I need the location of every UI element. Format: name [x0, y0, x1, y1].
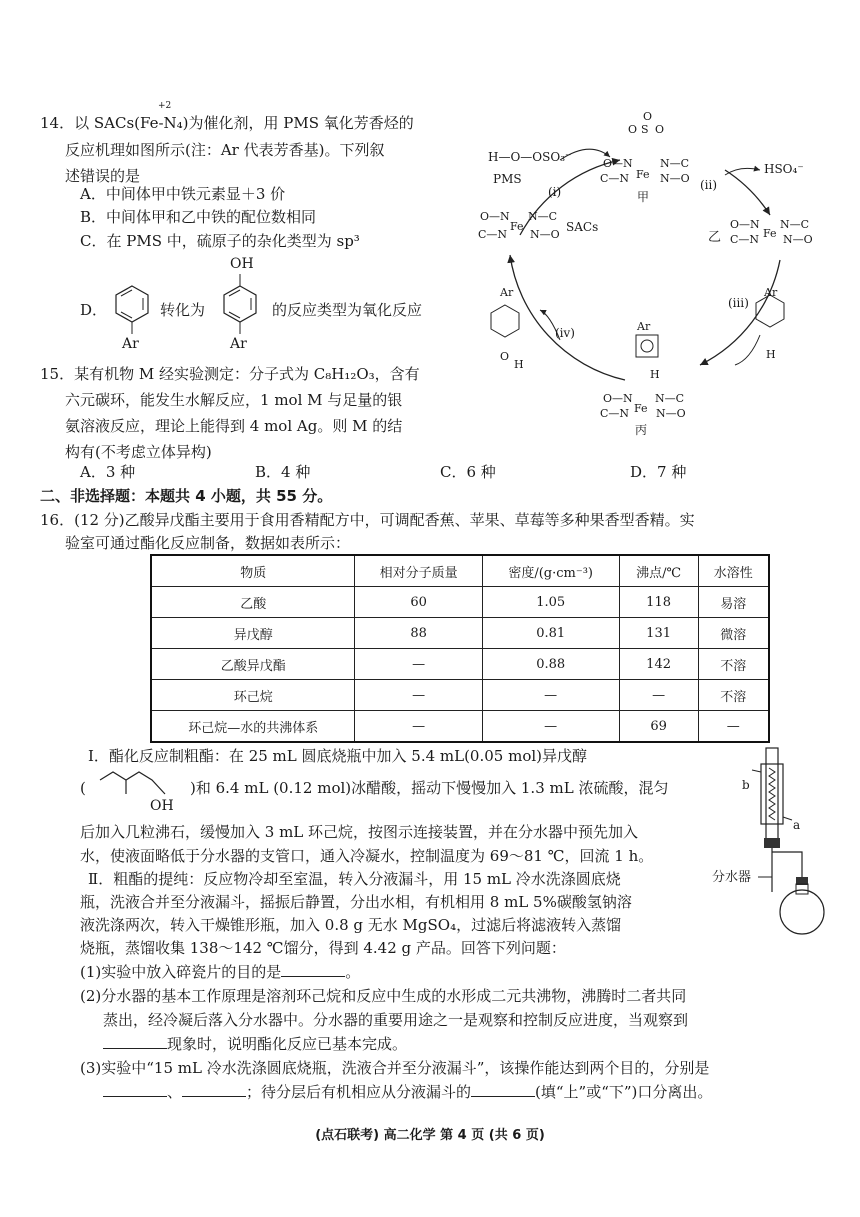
- product-ar: Ar: [500, 286, 514, 299]
- sacs-cn: C—N: [478, 228, 508, 241]
- table-cell: 69: [619, 711, 698, 743]
- sub-question-2-line2: 蒸出，经冷凝后落入分水器中。分水器的重要用途之一是观察和控制反应进度，当观察到: [103, 1011, 689, 1029]
- step-i-label: (ⅰ): [548, 185, 562, 199]
- q15-stem-line1: 15．某有机物 M 经实验测定：分子式为 C₈H₁₂O₃，含有: [40, 365, 420, 383]
- sulfate-o-right: O: [655, 123, 665, 136]
- q16-intro-line1: 16．(12 分)乙酸异戊酯主要用于食用香精配方中，可调配香蕉、苹果、草莓等多种果香型香精。实: [40, 511, 695, 529]
- answer-blank-3b[interactable]: [182, 1096, 246, 1097]
- jia-nc: N—C: [660, 157, 690, 170]
- procedure-1-line3: 后加入几粒沸石，缓慢加入 3 mL 环己烷，按图示连接装置，并在分水器中预先加入: [80, 823, 639, 841]
- arene-in-arrow: [735, 335, 760, 365]
- procedure-1-line2: )和 6.4 mL (0.12 mol)冰醋酸，摇动下慢慢加入 1.3 mL 浓硫酸，混匀: [190, 779, 669, 797]
- arene-structure: [112, 282, 152, 338]
- yi-cn: C—N: [730, 233, 760, 246]
- table-header-row: [151, 555, 769, 587]
- table-cell: 不溶: [698, 680, 769, 711]
- sacs-no: N—O: [530, 228, 560, 241]
- table-cell: 88: [355, 618, 482, 649]
- sub-question-3-line1: (3)实验中“15 mL 冷水洗涤圆底烧瓶，洗液合并至分液漏斗”，该操作能达到两个目的，分别是: [80, 1059, 710, 1077]
- arene-in-h: H: [766, 348, 776, 361]
- procedure-2-line2: 瓶，洗液合并至分液漏斗，摇振后静置，分出水相，有机相用 8 mL 5%碳酸氢钠溶: [80, 893, 632, 911]
- property-table: [150, 554, 770, 743]
- bing-fe: Fe: [634, 402, 648, 415]
- arene-in-ar: Ar: [764, 286, 778, 299]
- q14-option-d-mid: 转化为: [160, 301, 206, 319]
- sulfate-o-left: O: [628, 123, 638, 136]
- table-cell: 131: [619, 618, 698, 649]
- sacs-fe: Fe: [510, 220, 524, 233]
- procedure-1-line1: Ⅰ．酯化反应制粗酯：在 25 mL 圆底烧瓶中加入 5.4 mL(0.05 mol)异戊醇: [88, 747, 588, 765]
- fe-charge: +2: [158, 101, 172, 111]
- table-row: [151, 587, 769, 618]
- q15-option-d: D．7 种: [630, 463, 687, 481]
- q14-stem-line3: 述错误的是: [65, 167, 141, 185]
- table-row: [151, 680, 769, 711]
- procedure-2-line1: Ⅱ．粗酯的提纯：反应物冷却至室温，转入分液漏斗，用 15 mL 冷水洗涤圆底烧: [88, 870, 621, 888]
- product-h: H: [514, 358, 524, 371]
- page-footer: (点石联考) 高二化学 第 4 页 (共 6 页): [315, 1128, 545, 1143]
- jia-on: O—N: [603, 157, 633, 170]
- table-cell: —: [355, 680, 482, 711]
- q14-option-d-label: D．: [80, 301, 108, 319]
- isoamyl-oh-label: OH: [150, 798, 174, 814]
- yi-fe: Fe: [763, 227, 777, 240]
- intermediate-jia-label: 甲: [637, 190, 650, 204]
- bing-on: O—N: [603, 392, 633, 405]
- apparatus-separator-label: 分水器: [712, 870, 752, 885]
- sub-question-2-line1: (2)分水器的基本工作原理是溶剂环己烷和反应中生成的水形成二元共沸物，沸腾时二者共同: [80, 987, 687, 1005]
- q15-stem-line4: 构有(不考虑立体异构): [65, 443, 212, 461]
- sub-question-3-line2: [103, 1082, 712, 1102]
- sub-question-1: [80, 962, 360, 982]
- mechanism-diagram: [470, 95, 830, 455]
- table-cell: 异戊醇: [151, 618, 355, 649]
- table-cell: 60: [355, 587, 482, 618]
- yi-nc: N—C: [780, 218, 810, 231]
- sub-question-3-sep: 、: [167, 1083, 183, 1101]
- table-row: [151, 649, 769, 680]
- table-cell: 易溶: [698, 587, 769, 618]
- q14-option-a: A．中间体甲中铁元素显＋3 价: [80, 185, 286, 203]
- table-header: 相对分子质量: [355, 555, 482, 587]
- sub-question-1-end: 。: [345, 963, 361, 981]
- sub-question-1-text: (1)实验中放入碎瓷片的目的是: [80, 963, 282, 981]
- table-cell: 118: [619, 587, 698, 618]
- bing-h: H: [650, 368, 660, 381]
- table-cell: —: [619, 680, 698, 711]
- table-row: [151, 618, 769, 649]
- bing-cn: C—N: [600, 407, 630, 420]
- jia-cn: C—N: [600, 172, 630, 185]
- q15-option-b: B．4 种: [255, 463, 311, 481]
- step-iii-label: (ⅲ): [728, 296, 749, 310]
- procedure-1-paren-open: (: [80, 779, 86, 797]
- pms-label: PMS: [493, 172, 522, 186]
- sacs-on: O—N: [480, 210, 510, 223]
- apparatus-b-label: b: [742, 778, 750, 792]
- step-iv-label: (ⅳ): [555, 326, 575, 340]
- table-header: 密度/(g·cm⁻³): [482, 555, 619, 587]
- q14-stem-line1: 14．以 SACs(Fe-N₄)为催化剂，用 PMS 氧化芳香烃的: [40, 114, 414, 132]
- procedure-2-line3: 液洗涤两次，转入干燥锥形瓶，加入 0.8 g 无水 MgSO₄，过滤后将滤液转入蒸馏: [80, 916, 622, 934]
- q15-option-c: C．6 种: [440, 463, 496, 481]
- q16-intro-line2: 验室可通过酯化反应制备，数据如表所示：: [65, 534, 351, 552]
- table-cell: 142: [619, 649, 698, 680]
- table-header: 沸点/℃: [619, 555, 698, 587]
- table-cell: 0.88: [482, 649, 619, 680]
- answer-blank-3c[interactable]: [471, 1096, 535, 1097]
- apparatus-a-label: a: [793, 818, 801, 832]
- hso4-label: HSO₄⁻: [764, 162, 804, 176]
- sulfate-s-label: S: [641, 123, 649, 136]
- table-cell: —: [482, 680, 619, 711]
- jia-no: N—O: [660, 172, 690, 185]
- sub-question-3-end: (填“上”或“下”)口分离出。: [535, 1083, 713, 1101]
- intermediate-yi-label: 乙: [708, 230, 722, 245]
- sub-question-2-line3: [103, 1034, 407, 1054]
- table-cell: 不溶: [698, 649, 769, 680]
- procedure-2-line4: 烧瓶，蒸馏收集 138～142 ℃馏分，得到 4.42 g 产品。回答下列问题：: [80, 939, 566, 957]
- table-cell: 环己烷: [151, 680, 355, 711]
- q14-option-c: C．在 PMS 中，硫原子的杂化类型为 sp³: [80, 232, 360, 250]
- table-row: [151, 711, 769, 743]
- bing-ar: Ar: [637, 320, 651, 333]
- table-cell: —: [355, 711, 482, 743]
- reflux-apparatus: [736, 742, 830, 938]
- jia-fe: Fe: [636, 168, 650, 181]
- table-header: 物质: [151, 555, 355, 587]
- sub-question-3-mid: ；待分层后有机相应从分液漏斗的: [246, 1083, 472, 1101]
- table-cell: —: [355, 649, 482, 680]
- bing-no: N—O: [656, 407, 686, 420]
- bing-nc: N—C: [655, 392, 685, 405]
- q14-option-d-post: 的反应类型为氧化反应: [272, 301, 423, 319]
- pms-formula: H—O—OSO₃⁻: [488, 150, 572, 164]
- yi-no: N—O: [783, 233, 813, 246]
- table-cell: 环己烷—水的共沸体系: [151, 711, 355, 743]
- step-ii-label: (ⅱ): [700, 178, 718, 192]
- product-o: O: [500, 350, 510, 363]
- table-cell: —: [482, 711, 619, 743]
- table-cell: 1.05: [482, 587, 619, 618]
- q15-stem-line2: 六元碳环，能发生水解反应，1 mol M 与足量的银: [65, 391, 403, 409]
- table-cell: 微溶: [698, 618, 769, 649]
- sacs-nc: N—C: [528, 210, 558, 223]
- table-cell: 乙酸异戊酯: [151, 649, 355, 680]
- cycle-arrow-iv: [510, 255, 625, 380]
- q15-option-a: A．3 种: [80, 463, 136, 481]
- intermediate-bing-label: 丙: [635, 423, 648, 437]
- answer-blank-3a[interactable]: [103, 1096, 167, 1097]
- table-cell: —: [698, 711, 769, 743]
- phenol-oh-label: OH: [230, 256, 254, 272]
- section-heading: 二、非选择题：本题共 4 小题，共 55 分。: [40, 487, 333, 505]
- q15-stem-line3: 氨溶液反应，理论上能得到 4 mol Ag。则 M 的结: [65, 417, 403, 435]
- table-header: 水溶性: [698, 555, 769, 587]
- cycle-arrow-ii: [725, 170, 770, 215]
- phenol-ar-label: Ar: [230, 336, 247, 352]
- sacs-label: SACs: [566, 220, 599, 234]
- yi-on: O—N: [730, 218, 760, 231]
- q14-option-b: B．中间体甲和乙中铁的配位数相同: [80, 208, 317, 226]
- phenol-structure: [220, 272, 260, 338]
- table-cell: 乙酸: [151, 587, 355, 618]
- answer-blank-2[interactable]: [103, 1048, 167, 1049]
- procedure-1-line4: 水，使液面略低于分水器的支管口，通入冷凝水，控制温度为 69～81 ℃，回流 1 h。: [80, 847, 654, 865]
- sulfate-o-label: O: [643, 110, 653, 123]
- sub-question-2-end: 现象时，说明酯化反应已基本完成。: [167, 1035, 408, 1053]
- q14-stem-line2: 反应机理如图所示(注：Ar 代表芳香基)。下列叙: [65, 141, 385, 159]
- answer-blank-1[interactable]: [281, 976, 345, 977]
- table-cell: 0.81: [482, 618, 619, 649]
- arene-ar-label: Ar: [122, 336, 139, 352]
